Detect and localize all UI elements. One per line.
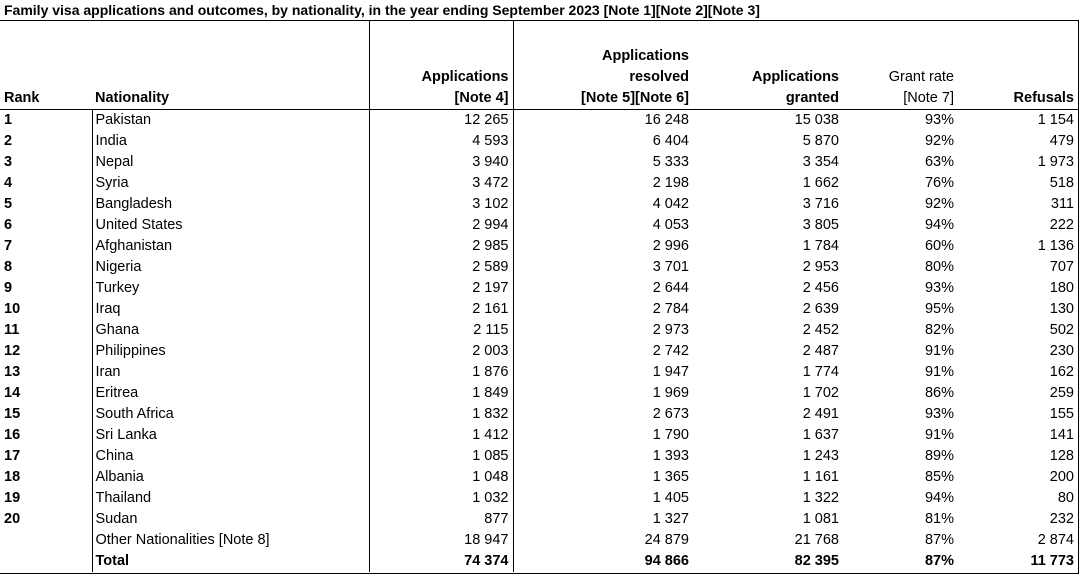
total-applications: 74 374: [369, 551, 513, 572]
nationality-cell: China: [92, 446, 369, 467]
header-grant-rate-line1: Grant rate: [888, 69, 954, 85]
nationality-cell: Other Nationalities [Note 8]: [92, 530, 369, 551]
table-row: [0, 110, 1078, 132]
resolved-cell: 6 404: [513, 131, 693, 152]
table-row: [0, 530, 1078, 551]
resolved-cell: 1 327: [513, 509, 693, 530]
applications-cell: 2 003: [369, 341, 513, 362]
table-row: [0, 446, 1078, 467]
table-body: [0, 110, 1078, 552]
table-row: [0, 278, 1078, 299]
header-nationality: Nationality: [92, 21, 369, 110]
grant-rate-cell: 93%: [924, 280, 954, 296]
total-resolved: 94 866: [513, 551, 693, 572]
resolved-cell: 2 644: [513, 278, 693, 299]
header-row: [0, 21, 1078, 110]
applications-cell: 1 412: [369, 425, 513, 446]
grant-rate-cell: 82%: [924, 322, 954, 338]
refusals-cell: 232: [1049, 511, 1074, 527]
table-row: [0, 215, 1078, 236]
grant-rate-cell: 81%: [924, 511, 954, 527]
rank-cell: [0, 530, 92, 551]
rank-cell: 1: [4, 112, 13, 128]
rank-cell: 18: [4, 469, 21, 485]
resolved-cell: 2 673: [513, 404, 693, 425]
table-row: [0, 152, 1078, 173]
grant-rate-cell: 93%: [924, 112, 954, 128]
refusals-cell: 130: [1049, 301, 1074, 317]
rank-cell: 19: [4, 490, 21, 506]
applications-cell: 2 161: [369, 299, 513, 320]
refusals-cell: 518: [1049, 175, 1074, 191]
rank-cell: 3: [4, 154, 13, 170]
refusals-cell: 200: [1049, 469, 1074, 485]
granted-cell: 3 716: [802, 196, 839, 212]
header-resolved-line3: [Note 5][Note 6]: [581, 90, 689, 106]
refusals-cell: 502: [1049, 322, 1074, 338]
total-label: Total: [92, 551, 369, 572]
total-rank-cell: [0, 551, 92, 572]
granted-cell: 1 081: [802, 511, 839, 527]
refusals-cell: 230: [1049, 343, 1074, 359]
applications-cell: 877: [369, 509, 513, 530]
grant-rate-cell: 92%: [924, 133, 954, 149]
table-row: [0, 236, 1078, 257]
rank-cell: 14: [4, 385, 21, 401]
table-row: [0, 131, 1078, 152]
resolved-cell: 1 405: [513, 488, 693, 509]
header-applications-line2: [Note 4]: [454, 90, 509, 106]
table-row: [0, 488, 1078, 509]
applications-cell: 3 940: [369, 152, 513, 173]
total-refusals: 11 773: [1030, 553, 1074, 569]
resolved-cell: 4 053: [513, 215, 693, 236]
granted-cell: 1 774: [802, 364, 839, 380]
header-rank: Rank: [0, 21, 92, 110]
table-row: [0, 299, 1078, 320]
resolved-cell: 2 742: [513, 341, 693, 362]
nationality-cell: Ghana: [92, 320, 369, 341]
resolved-cell: 1 365: [513, 467, 693, 488]
rank-cell: 10: [4, 301, 21, 317]
applications-cell: 2 197: [369, 278, 513, 299]
granted-cell: 2 452: [802, 322, 839, 338]
refusals-cell: 180: [1049, 280, 1074, 296]
table-footer: [0, 551, 1078, 572]
grant-rate-cell: 87%: [924, 532, 954, 548]
grant-rate-cell: 60%: [924, 238, 954, 254]
resolved-cell: 2 973: [513, 320, 693, 341]
resolved-cell: 5 333: [513, 152, 693, 173]
table-row: [0, 320, 1078, 341]
rank-cell: 7: [4, 238, 13, 254]
grant-rate-cell: 94%: [924, 490, 954, 506]
nationality-cell: Afghanistan: [92, 236, 369, 257]
applications-cell: 1 085: [369, 446, 513, 467]
granted-cell: 1 784: [802, 238, 839, 254]
table-title: Family visa applications and outcomes, by nationality, in the year ending September 2023 [Note 1][Note 2][Note 3]: [4, 2, 760, 18]
granted-cell: 1 243: [802, 448, 839, 464]
refusals-cell: 162: [1049, 364, 1074, 380]
rank-cell: 15: [4, 406, 21, 422]
header-resolved-line1: Applications: [601, 48, 689, 64]
resolved-cell: 2 996: [513, 236, 693, 257]
table-row: [0, 362, 1078, 383]
granted-cell: 2 487: [802, 343, 839, 359]
applications-cell: 1 849: [369, 383, 513, 404]
granted-cell: 2 953: [802, 259, 839, 275]
table-row: [0, 341, 1078, 362]
refusals-cell: 259: [1049, 385, 1074, 401]
granted-cell: 3 354: [802, 154, 839, 170]
nationality-cell: Eritrea: [92, 383, 369, 404]
family-visa-table: [0, 21, 1078, 572]
total-granted: 82 395: [794, 553, 839, 569]
rank-cell: 13: [4, 364, 21, 380]
granted-cell: 3 805: [802, 217, 839, 233]
resolved-cell: 4 042: [513, 194, 693, 215]
header-granted-line2: granted: [785, 90, 839, 106]
table-row: [0, 194, 1078, 215]
header-granted-line1: Applications: [751, 69, 839, 85]
refusals-cell: 1 154: [1037, 112, 1074, 128]
resolved-cell: 16 248: [513, 110, 693, 132]
rank-cell: 12: [4, 343, 21, 359]
grant-rate-cell: 91%: [924, 343, 954, 359]
refusals-cell: 80: [1057, 490, 1074, 506]
header-granted: [693, 21, 843, 110]
table-row: [0, 383, 1078, 404]
total-row: [0, 551, 1078, 572]
refusals-cell: 2 874: [1037, 532, 1074, 548]
table-row: [0, 425, 1078, 446]
rank-cell: 17: [4, 448, 21, 464]
nationality-cell: Iran: [92, 362, 369, 383]
rank-cell: 11: [4, 322, 20, 338]
applications-cell: 2 115: [369, 320, 513, 341]
nationality-cell: Nepal: [92, 152, 369, 173]
grant-rate-cell: 93%: [924, 406, 954, 422]
granted-cell: 1 662: [802, 175, 839, 191]
total-grant-rate: 87%: [924, 553, 954, 569]
rank-cell: 5: [4, 196, 13, 212]
nationality-cell: Sri Lanka: [92, 425, 369, 446]
table-row: [0, 404, 1078, 425]
rank-cell: 2: [4, 133, 13, 149]
applications-cell: 3 102: [369, 194, 513, 215]
nationality-cell: Bangladesh: [92, 194, 369, 215]
grant-rate-cell: 80%: [924, 259, 954, 275]
granted-cell: 2 639: [802, 301, 839, 317]
granted-cell: 1 161: [802, 469, 839, 485]
grant-rate-cell: 63%: [924, 154, 954, 170]
header-refusals: Refusals: [958, 21, 1078, 110]
applications-cell: 2 994: [369, 215, 513, 236]
granted-cell: 5 870: [802, 133, 839, 149]
grant-rate-cell: 85%: [924, 469, 954, 485]
grant-rate-cell: 94%: [924, 217, 954, 233]
nationality-cell: Syria: [92, 173, 369, 194]
applications-cell: 12 265: [369, 110, 513, 132]
nationality-cell: India: [92, 131, 369, 152]
nationality-cell: Sudan: [92, 509, 369, 530]
header-grant-rate: [843, 21, 958, 110]
granted-cell: 21 768: [794, 532, 839, 548]
refusals-cell: 707: [1049, 259, 1074, 275]
applications-cell: 1 048: [369, 467, 513, 488]
resolved-cell: 24 879: [513, 530, 693, 551]
resolved-cell: 1 790: [513, 425, 693, 446]
rank-cell: 9: [4, 280, 13, 296]
grant-rate-cell: 86%: [924, 385, 954, 401]
rank-cell: 6: [4, 217, 13, 233]
header-grant-rate-line2: [Note 7]: [903, 90, 954, 106]
granted-cell: 2 456: [802, 280, 839, 296]
resolved-cell: 2 784: [513, 299, 693, 320]
resolved-cell: 1 947: [513, 362, 693, 383]
header-resolved-line2: resolved: [629, 69, 689, 85]
nationality-cell: South Africa: [92, 404, 369, 425]
nationality-cell: Turkey: [92, 278, 369, 299]
refusals-cell: 311: [1050, 196, 1074, 212]
nationality-cell: Nigeria: [92, 257, 369, 278]
table-row: [0, 467, 1078, 488]
nationality-cell: United States: [92, 215, 369, 236]
table-row: [0, 173, 1078, 194]
refusals-cell: 1 136: [1037, 238, 1074, 254]
refusals-cell: 1 973: [1037, 154, 1074, 170]
refusals-cell: 128: [1049, 448, 1074, 464]
applications-cell: 4 593: [369, 131, 513, 152]
resolved-cell: 2 198: [513, 173, 693, 194]
applications-cell: 1 032: [369, 488, 513, 509]
rank-cell: 16: [4, 427, 21, 443]
grant-rate-cell: 76%: [924, 175, 954, 191]
refusals-cell: 141: [1049, 427, 1074, 443]
applications-cell: 2 985: [369, 236, 513, 257]
grant-rate-cell: 92%: [924, 196, 954, 212]
grant-rate-cell: 91%: [924, 427, 954, 443]
resolved-cell: 3 701: [513, 257, 693, 278]
header-resolved: [513, 21, 693, 110]
nationality-cell: Thailand: [92, 488, 369, 509]
granted-cell: 1 322: [802, 490, 839, 506]
applications-cell: 1 876: [369, 362, 513, 383]
refusals-cell: 222: [1049, 217, 1074, 233]
granted-cell: 1 637: [802, 427, 839, 443]
resolved-cell: 1 393: [513, 446, 693, 467]
data-sheet: [0, 20, 1079, 574]
rank-cell: 20: [4, 511, 21, 527]
granted-cell: 2 491: [802, 406, 839, 422]
nationality-cell: Albania: [92, 467, 369, 488]
nationality-cell: Pakistan: [92, 110, 369, 132]
granted-cell: 15 038: [794, 112, 839, 128]
table-row: [0, 257, 1078, 278]
resolved-cell: 1 969: [513, 383, 693, 404]
grant-rate-cell: 91%: [924, 364, 954, 380]
header-applications-line1: Applications: [421, 69, 509, 85]
header-applications: [369, 21, 513, 110]
grant-rate-cell: 95%: [924, 301, 954, 317]
rank-cell: 4: [4, 175, 13, 191]
refusals-cell: 155: [1049, 406, 1074, 422]
grant-rate-cell: 89%: [924, 448, 954, 464]
refusals-cell: 479: [1049, 133, 1074, 149]
table-row: [0, 509, 1078, 530]
table-header: [0, 21, 1078, 110]
nationality-cell: Philippines: [92, 341, 369, 362]
applications-cell: 2 589: [369, 257, 513, 278]
applications-cell: 18 947: [369, 530, 513, 551]
nationality-cell: Iraq: [92, 299, 369, 320]
applications-cell: 3 472: [369, 173, 513, 194]
applications-cell: 1 832: [369, 404, 513, 425]
rank-cell: 8: [4, 259, 13, 275]
granted-cell: 1 702: [802, 385, 839, 401]
